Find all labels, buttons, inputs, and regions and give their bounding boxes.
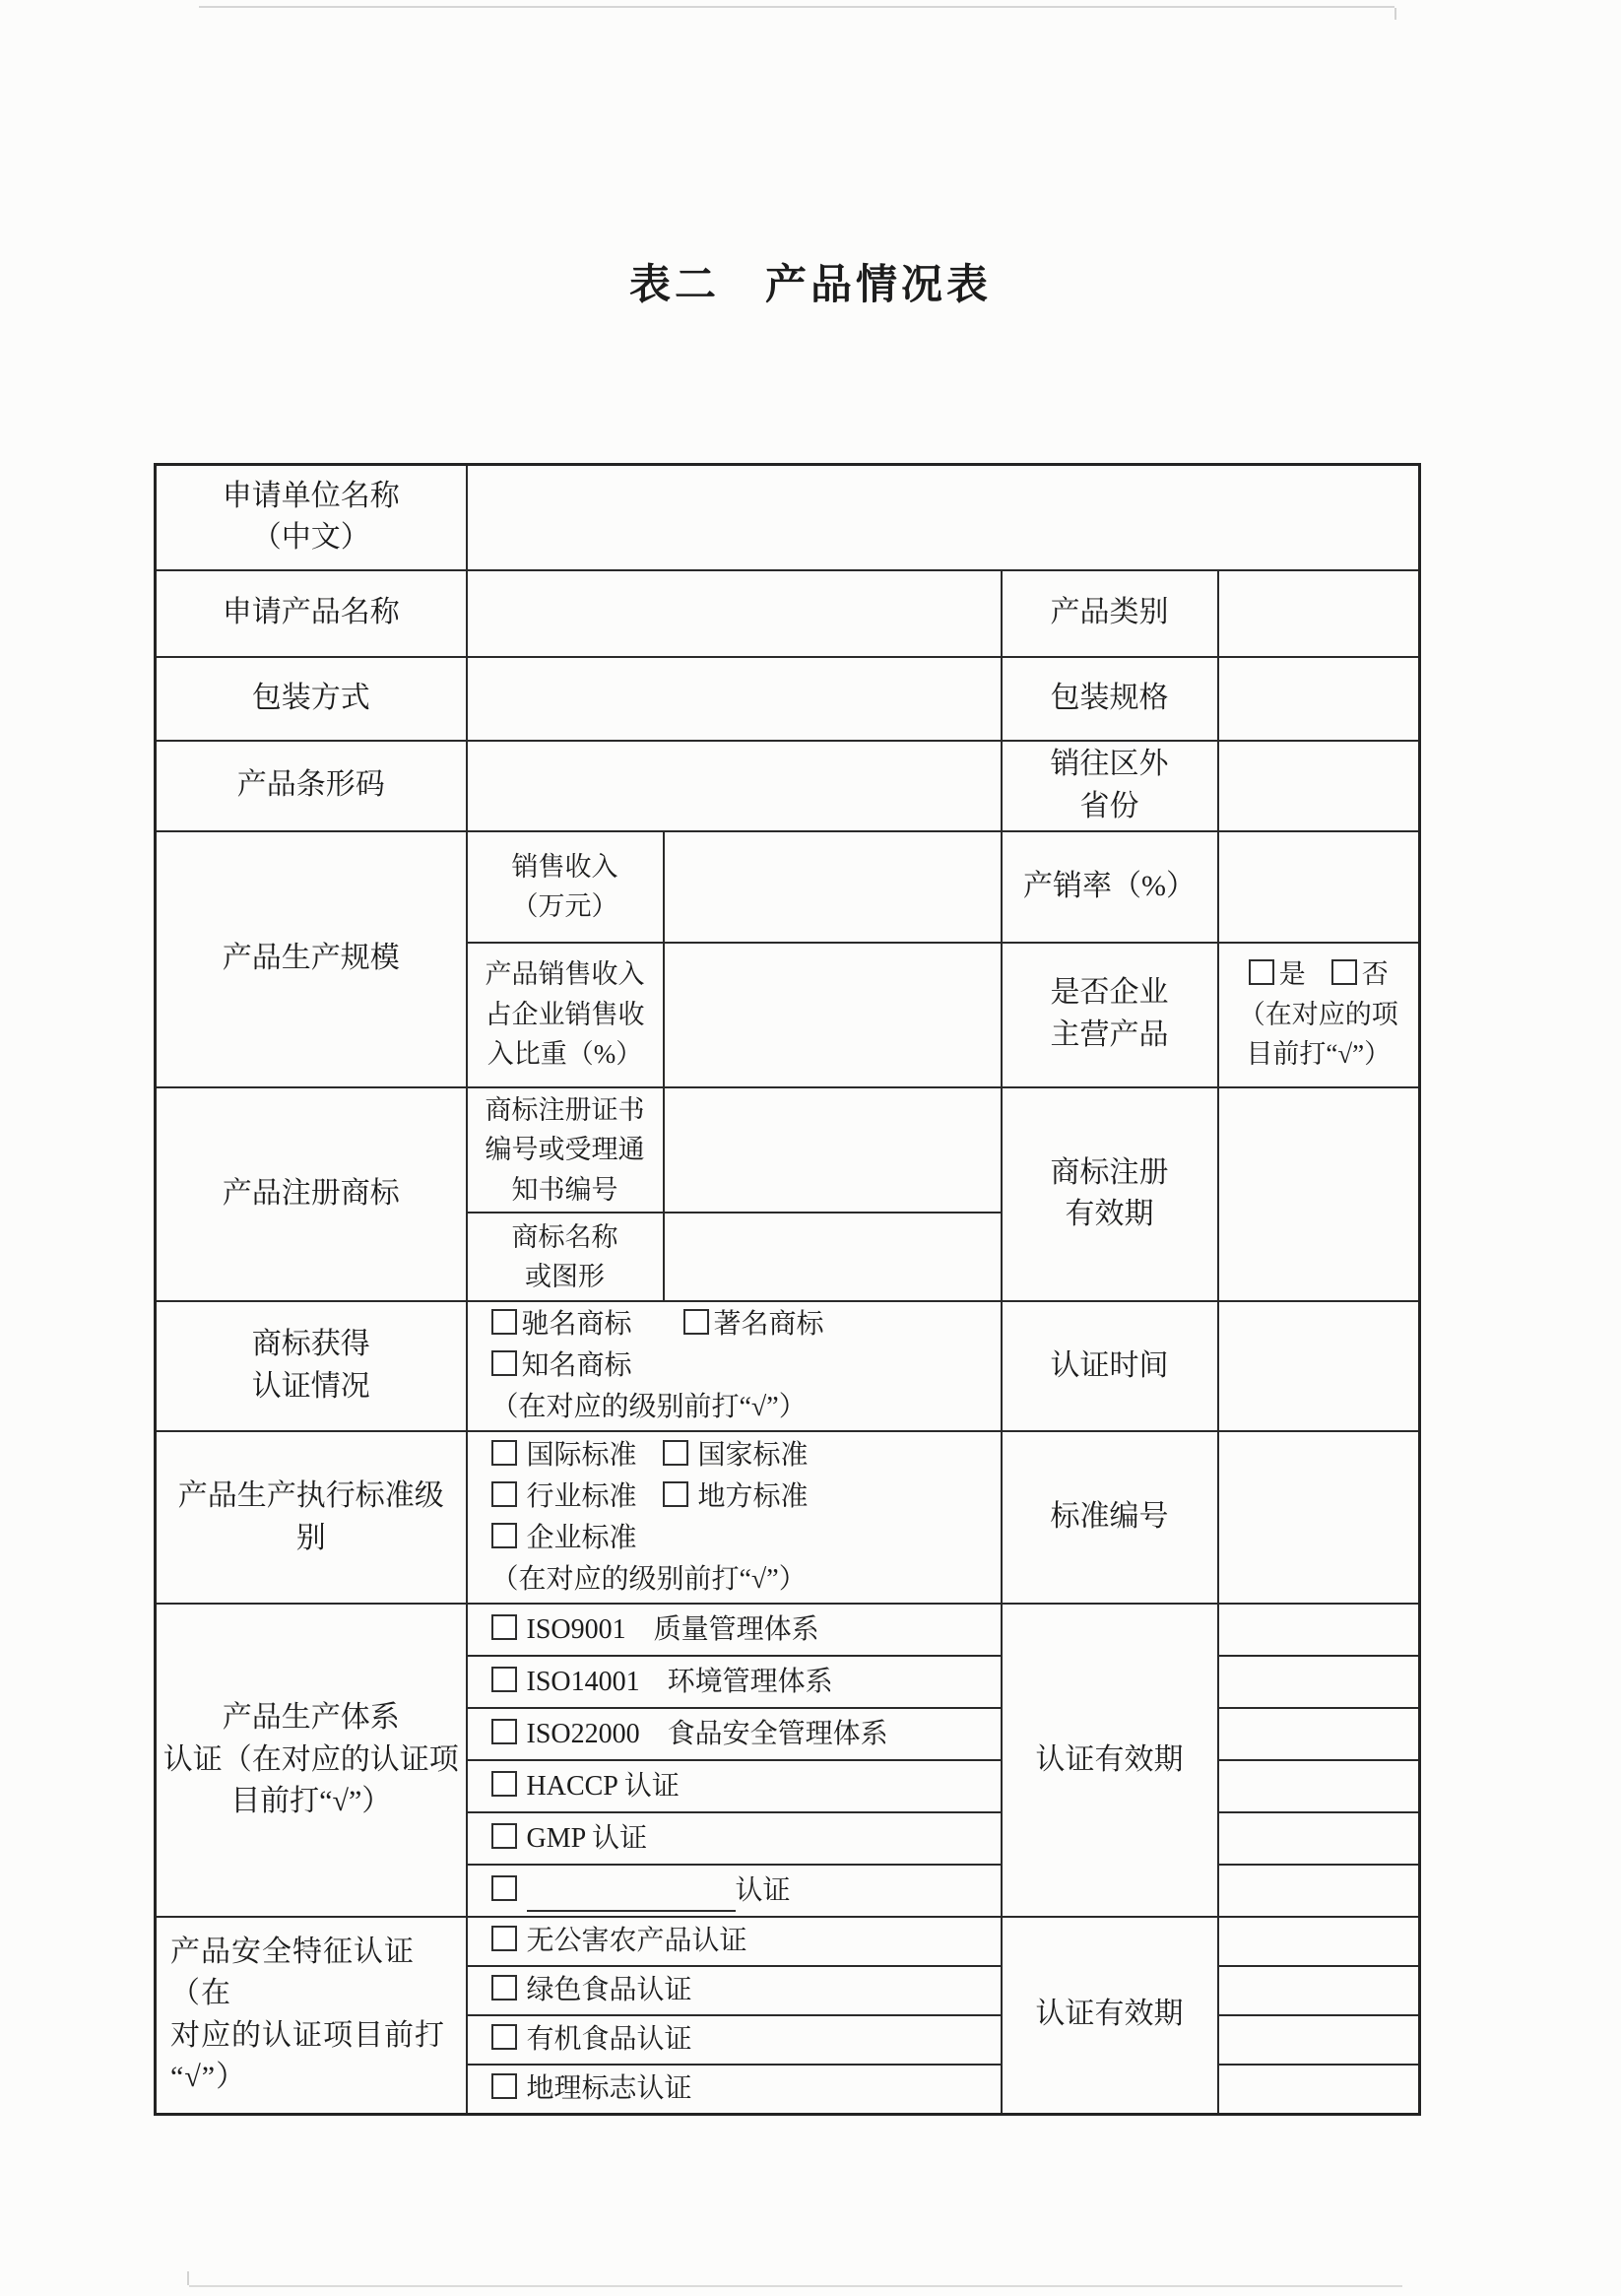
international-standard-label: 国际标准 [526, 1439, 637, 1471]
system-cert-label [156, 1604, 467, 1917]
barcode-label: 产品条形码 [156, 741, 467, 831]
row-trademark-1 [156, 1087, 1420, 1214]
trademark-name-label-line1: 商标名称 [511, 1221, 618, 1252]
gmp-label: GMP 认证 [526, 1822, 648, 1854]
green-food-label: 绿色食品认证 [526, 1975, 692, 2005]
national-standard-label: 国家标准 [697, 1439, 809, 1471]
checkbox-national-standard[interactable] [663, 1440, 688, 1466]
main-product-label [1002, 943, 1218, 1087]
checkbox-other-cert[interactable] [491, 1875, 517, 1901]
checkbox-main-product-no[interactable] [1331, 959, 1357, 985]
main-product-yes-label: 是 [1278, 959, 1306, 990]
system-cert-validity-label: 认证有效期 [1002, 1604, 1218, 1917]
other-cert-blank-line[interactable] [527, 1882, 736, 1912]
renowned-trademark-label: 著名商标 [713, 1309, 824, 1340]
revenue-share-label-line2: 占企业销售收 [485, 999, 645, 1029]
scan-tick-bottom-left [187, 2271, 189, 2285]
standard-level-note: （在对应的级别前打“√”） [490, 1563, 807, 1595]
main-product-label-line2: 主营产品 [1050, 1018, 1169, 1051]
product-category-label: 产品类别 [1002, 570, 1218, 657]
sales-revenue-label-line2: （万元） [511, 891, 618, 921]
row-production-scale-1 [156, 831, 1420, 943]
option-iso14001 [467, 1656, 1002, 1708]
row-barcode [156, 741, 1420, 831]
trademark-validity-value-cell[interactable] [1218, 1087, 1420, 1302]
trademark-label: 产品注册商标 [156, 1087, 467, 1302]
option-geo-indication [467, 2065, 1002, 2114]
trademark-name-value-cell[interactable] [664, 1213, 1002, 1301]
scan-edge-bottom [189, 2285, 1402, 2287]
packaging-spec-label: 包装规格 [1002, 657, 1218, 741]
trademark-award-note: （在对应的级别前打“√”） [490, 1392, 807, 1422]
pollution-free-label: 无公害农产品认证 [526, 1926, 747, 1956]
sales-revenue-label [467, 831, 664, 943]
checkbox-wellknown-trademark[interactable] [491, 1350, 517, 1376]
iso14001-validity-cell[interactable] [1218, 1656, 1420, 1708]
packaging-method-value-cell[interactable] [467, 657, 1002, 741]
row-system-cert-iso9001 [156, 1604, 1420, 1656]
checkbox-iso14001[interactable] [491, 1667, 517, 1692]
safety-cert-label-line3: “√”） [170, 2061, 247, 2094]
haccp-label: HACCP 认证 [526, 1770, 680, 1802]
checkbox-enterprise-standard[interactable] [491, 1523, 517, 1548]
revenue-share-label [467, 943, 664, 1087]
main-product-no-label: 否 [1361, 959, 1389, 990]
trademark-validity-label-line1: 商标注册 [1050, 1155, 1169, 1189]
main-product-label-line1: 是否企业 [1050, 976, 1169, 1010]
checkbox-iso22000[interactable] [491, 1719, 517, 1744]
geo-indication-validity-cell[interactable] [1218, 2065, 1420, 2114]
standard-no-label: 标准编号 [1002, 1431, 1218, 1604]
trademark-name-label [467, 1213, 664, 1301]
scan-edge-top [199, 6, 1394, 8]
checkbox-haccp[interactable] [491, 1771, 517, 1797]
packaging-method-label: 包装方式 [156, 657, 467, 741]
checkbox-iso9001[interactable] [491, 1614, 517, 1640]
option-iso9001 [467, 1604, 1002, 1656]
green-food-validity-cell[interactable] [1218, 1966, 1420, 2015]
other-cert-suffix-label: 认证 [735, 1874, 791, 1906]
safety-cert-label-line2: 对应的认证项目前打 [170, 2018, 445, 2052]
sales-rate-label: 产销率（%） [1002, 831, 1218, 943]
enterprise-standard-label: 企业标准 [526, 1522, 637, 1553]
trademark-cert-no-label-line3: 知书编号 [511, 1174, 618, 1205]
row-safety-cert-pollution-free [156, 1917, 1420, 1966]
checkbox-renowned-trademark[interactable] [683, 1309, 709, 1335]
sales-rate-value-cell[interactable] [1218, 831, 1420, 943]
product-name-value-cell[interactable] [467, 570, 1002, 657]
organic-food-label: 有机食品认证 [526, 2024, 692, 2055]
outside-provinces-value-cell[interactable] [1218, 741, 1420, 831]
safety-cert-label [156, 1917, 467, 2114]
applicant-label-line1: 申请单位名称 [222, 479, 400, 512]
pollution-free-validity-cell[interactable] [1218, 1917, 1420, 1966]
sales-revenue-value-cell[interactable] [664, 831, 1002, 943]
outside-provinces-label-line2: 省份 [1079, 789, 1139, 822]
trademark-award-label-line2: 认证情况 [251, 1370, 370, 1403]
trademark-validity-label-line2: 有效期 [1065, 1198, 1154, 1231]
cert-time-value-cell[interactable] [1218, 1301, 1420, 1431]
revenue-share-label-line3: 入比重（%） [486, 1039, 643, 1070]
option-gmp [467, 1812, 1002, 1865]
trademark-name-label-line2: 或图形 [525, 1262, 605, 1291]
option-haccp [467, 1760, 1002, 1812]
standard-level-label-line2: 别 [295, 1521, 326, 1554]
iso14001-label: ISO14001 环境管理体系 [526, 1666, 833, 1697]
applicant-label-line2: （中文） [251, 521, 370, 555]
organic-food-validity-cell[interactable] [1218, 2015, 1420, 2065]
applicant-value-cell[interactable] [467, 465, 1420, 570]
checkbox-international-standard[interactable] [491, 1440, 517, 1466]
product-category-value-cell[interactable] [1218, 570, 1420, 657]
safety-cert-validity-label: 认证有效期 [1002, 1917, 1218, 2114]
standard-level-label-line1: 产品生产执行标准级 [177, 1478, 444, 1512]
page-title: 表二 产品情况表 [628, 261, 992, 307]
outside-provinces-label-line1: 销往区外 [1050, 747, 1169, 780]
option-iso22000 [467, 1708, 1002, 1760]
trademark-cert-no-label-line1: 商标注册证书 [485, 1094, 645, 1125]
applicant-label [156, 465, 467, 570]
option-other-cert [467, 1865, 1002, 1917]
revenue-share-value-cell[interactable] [664, 943, 1002, 1087]
trademark-cert-no-label [467, 1087, 664, 1214]
option-organic-food [467, 2015, 1002, 2065]
system-cert-label-line2: 认证（在对应的认证项 [162, 1742, 459, 1776]
trademark-award-options-cell [467, 1301, 1002, 1431]
scan-tick-top-right [1394, 8, 1396, 20]
checkbox-main-product-yes[interactable] [1249, 959, 1274, 985]
outside-provinces-label [1002, 741, 1218, 831]
checkbox-local-standard[interactable] [663, 1481, 688, 1507]
checkbox-famous-trademark[interactable] [491, 1309, 517, 1335]
trademark-cert-no-value-cell[interactable] [664, 1087, 1002, 1214]
revenue-share-label-line1: 产品销售收入 [485, 959, 645, 990]
iso9001-validity-cell[interactable] [1218, 1604, 1420, 1656]
iso22000-label: ISO22000 食品安全管理体系 [526, 1718, 888, 1749]
trademark-award-label-line1: 商标获得 [251, 1328, 370, 1361]
standard-level-options-cell [467, 1431, 1002, 1604]
row-trademark-award [156, 1301, 1420, 1431]
checkbox-green-food[interactable] [491, 1975, 517, 2001]
system-cert-label-line3: 目前打“√”） [230, 1785, 392, 1818]
iso22000-validity-cell[interactable] [1218, 1708, 1420, 1760]
gmp-validity-cell[interactable] [1218, 1812, 1420, 1865]
system-cert-label-line1: 产品生产体系 [222, 1701, 400, 1735]
local-standard-label: 地方标准 [697, 1480, 809, 1512]
trademark-validity-label [1002, 1087, 1218, 1302]
haccp-validity-cell[interactable] [1218, 1760, 1420, 1812]
product-name-label: 申请产品名称 [156, 570, 467, 657]
main-product-note-line1: （在对应的项 [1238, 999, 1398, 1029]
famous-trademark-label: 驰名商标 [521, 1309, 632, 1340]
trademark-cert-no-label-line2: 编号或受理通 [485, 1135, 645, 1164]
checkbox-pollution-free[interactable] [491, 1926, 517, 1951]
main-product-answer-cell [1218, 943, 1420, 1087]
standard-level-label [156, 1431, 467, 1604]
checkbox-geo-indication[interactable] [491, 2073, 517, 2099]
iso9001-label: ISO9001 质量管理体系 [526, 1613, 819, 1645]
cert-time-label: 认证时间 [1002, 1301, 1218, 1431]
other-cert-validity-cell[interactable] [1218, 1865, 1420, 1917]
safety-cert-label-line1: 产品安全特征认证（在 [170, 1935, 415, 2010]
barcode-value-cell[interactable] [467, 741, 1002, 831]
wellknown-trademark-label: 知名商标 [521, 1350, 632, 1381]
product-info-table [154, 463, 1421, 2116]
row-packaging [156, 657, 1420, 741]
row-product-name [156, 570, 1420, 657]
checkbox-organic-food[interactable] [491, 2024, 517, 2050]
sales-revenue-label-line1: 销售收入 [511, 851, 618, 882]
geo-indication-label: 地理标志认证 [526, 2072, 692, 2104]
checkbox-gmp[interactable] [491, 1823, 517, 1849]
industry-standard-label: 行业标准 [526, 1480, 637, 1512]
row-standard-level [156, 1431, 1420, 1604]
packaging-spec-value-cell[interactable] [1218, 657, 1420, 741]
standard-no-value-cell[interactable] [1218, 1431, 1420, 1604]
checkbox-industry-standard[interactable] [491, 1481, 517, 1507]
production-scale-label: 产品生产规模 [156, 831, 467, 1087]
trademark-award-label [156, 1301, 467, 1431]
row-applicant [156, 465, 1420, 570]
option-pollution-free [467, 1917, 1002, 1966]
option-green-food [467, 1966, 1002, 2015]
main-product-note-line2: 目前打“√”） [1246, 1039, 1392, 1070]
